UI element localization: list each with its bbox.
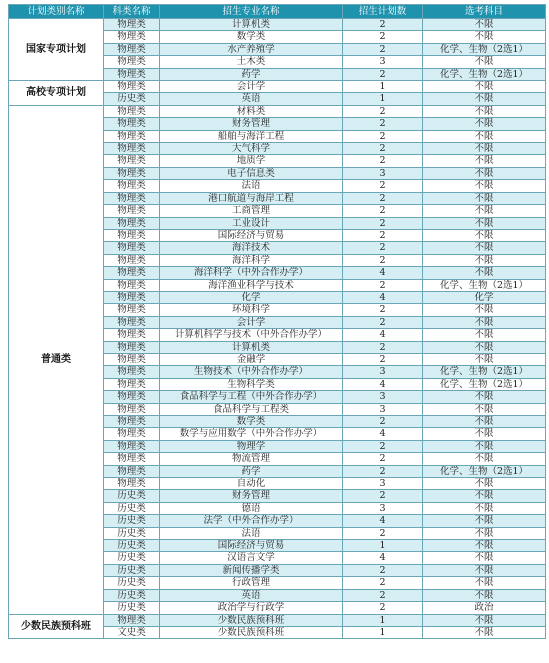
subject-type-cell: 历史类 bbox=[104, 564, 160, 576]
elective-subjects-cell: 不限 bbox=[423, 502, 546, 514]
plan-count-cell: 2 bbox=[343, 180, 423, 192]
elective-subjects-cell: 不限 bbox=[423, 626, 546, 638]
plan-count-cell: 4 bbox=[343, 329, 423, 341]
subject-type-cell: 物理类 bbox=[104, 31, 160, 43]
elective-subjects-cell: 不限 bbox=[423, 589, 546, 601]
elective-subjects-cell: 不限 bbox=[423, 56, 546, 68]
plan-count-cell: 1 bbox=[343, 81, 423, 93]
subject-type-cell: 物理类 bbox=[104, 267, 160, 279]
plan-count-cell: 2 bbox=[343, 490, 423, 502]
elective-subjects-cell: 不限 bbox=[423, 81, 546, 93]
elective-subjects-cell: 不限 bbox=[423, 515, 546, 527]
major-name-cell: 食品科学与工程类 bbox=[160, 403, 343, 415]
plan-category-cell: 高校专项计划 bbox=[9, 81, 104, 106]
major-name-cell: 自动化 bbox=[160, 478, 343, 490]
subject-type-cell: 物理类 bbox=[104, 428, 160, 440]
elective-subjects-cell: 不限 bbox=[423, 254, 546, 266]
table-row bbox=[9, 81, 546, 93]
plan-count-cell: 1 bbox=[343, 626, 423, 638]
plan-count-cell: 2 bbox=[343, 68, 423, 80]
plan-count-cell: 1 bbox=[343, 540, 423, 552]
subject-type-cell: 物理类 bbox=[104, 316, 160, 328]
plan-count-cell: 2 bbox=[343, 527, 423, 539]
major-name-cell: 海洋科学（中外合作办学） bbox=[160, 267, 343, 279]
major-name-cell: 法学（中外合作办学） bbox=[160, 515, 343, 527]
elective-subjects-cell: 不限 bbox=[423, 31, 546, 43]
subject-type-cell: 历史类 bbox=[104, 502, 160, 514]
elective-subjects-cell: 不限 bbox=[423, 403, 546, 415]
major-name-cell: 海洋科学 bbox=[160, 254, 343, 266]
major-name-cell: 数学与应用数学（中外合作办学） bbox=[160, 428, 343, 440]
plan-count-cell: 3 bbox=[343, 478, 423, 490]
plan-count-cell: 4 bbox=[343, 552, 423, 564]
elective-subjects-cell: 不限 bbox=[423, 428, 546, 440]
plan-category-cell: 国家专项计划 bbox=[9, 19, 104, 81]
elective-subjects-cell: 不限 bbox=[423, 527, 546, 539]
major-name-cell: 法语 bbox=[160, 527, 343, 539]
elective-subjects-cell: 不限 bbox=[423, 143, 546, 155]
major-name-cell: 汉语言文学 bbox=[160, 552, 343, 564]
plan-count-cell: 3 bbox=[343, 502, 423, 514]
elective-subjects-cell: 不限 bbox=[423, 267, 546, 279]
elective-subjects-cell: 化学、生物（2选1） bbox=[423, 465, 546, 477]
elective-subjects-cell: 政治 bbox=[423, 602, 546, 614]
elective-subjects-cell: 化学 bbox=[423, 291, 546, 303]
plan-count-cell: 2 bbox=[343, 316, 423, 328]
major-name-cell: 金融学 bbox=[160, 353, 343, 365]
elective-subjects-cell: 不限 bbox=[423, 242, 546, 254]
subject-type-cell: 物理类 bbox=[104, 205, 160, 217]
header-subject-type: 科类名称 bbox=[104, 5, 160, 19]
elective-subjects-cell: 不限 bbox=[423, 552, 546, 564]
major-name-cell: 计算机类 bbox=[160, 19, 343, 31]
elective-subjects-cell: 不限 bbox=[423, 391, 546, 403]
major-name-cell: 食品科学与工程（中外合作办学） bbox=[160, 391, 343, 403]
subject-type-cell: 物理类 bbox=[104, 56, 160, 68]
elective-subjects-cell: 不限 bbox=[423, 229, 546, 241]
subject-type-cell: 物理类 bbox=[104, 366, 160, 378]
subject-type-cell: 物理类 bbox=[104, 192, 160, 204]
subject-type-cell: 物理类 bbox=[104, 279, 160, 291]
major-name-cell: 物流管理 bbox=[160, 453, 343, 465]
plan-count-cell: 4 bbox=[343, 291, 423, 303]
elective-subjects-cell: 不限 bbox=[423, 180, 546, 192]
major-name-cell: 港口航道与海岸工程 bbox=[160, 192, 343, 204]
subject-type-cell: 物理类 bbox=[104, 416, 160, 428]
plan-count-cell: 2 bbox=[343, 440, 423, 452]
major-name-cell: 财务管理 bbox=[160, 118, 343, 130]
plan-count-cell: 2 bbox=[343, 229, 423, 241]
elective-subjects-cell: 不限 bbox=[423, 540, 546, 552]
major-name-cell: 海洋技术 bbox=[160, 242, 343, 254]
plan-count-cell: 2 bbox=[343, 105, 423, 117]
elective-subjects-cell: 不限 bbox=[423, 130, 546, 142]
plan-count-cell: 2 bbox=[343, 43, 423, 55]
subject-type-cell: 物理类 bbox=[104, 478, 160, 490]
major-name-cell: 数学类 bbox=[160, 416, 343, 428]
major-name-cell: 英语 bbox=[160, 93, 343, 105]
subject-type-cell: 物理类 bbox=[104, 105, 160, 117]
major-name-cell: 船舶与海洋工程 bbox=[160, 130, 343, 142]
subject-type-cell: 物理类 bbox=[104, 143, 160, 155]
plan-count-cell: 3 bbox=[343, 391, 423, 403]
elective-subjects-cell: 不限 bbox=[423, 416, 546, 428]
subject-type-cell: 物理类 bbox=[104, 403, 160, 415]
elective-subjects-cell: 不限 bbox=[423, 155, 546, 167]
elective-subjects-cell: 不限 bbox=[423, 105, 546, 117]
elective-subjects-cell: 不限 bbox=[423, 167, 546, 179]
elective-subjects-cell: 不限 bbox=[423, 217, 546, 229]
plan-count-cell: 2 bbox=[343, 205, 423, 217]
subject-type-cell: 物理类 bbox=[104, 304, 160, 316]
elective-subjects-cell: 不限 bbox=[423, 118, 546, 130]
plan-count-cell: 2 bbox=[343, 279, 423, 291]
plan-count-cell: 2 bbox=[343, 602, 423, 614]
plan-count-cell: 4 bbox=[343, 267, 423, 279]
plan-count-cell: 1 bbox=[343, 614, 423, 626]
major-name-cell: 国际经济与贸易 bbox=[160, 229, 343, 241]
plan-count-cell: 3 bbox=[343, 403, 423, 415]
elective-subjects-cell: 化学、生物（2选1） bbox=[423, 68, 546, 80]
subject-type-cell: 历史类 bbox=[104, 540, 160, 552]
subject-type-cell: 物理类 bbox=[104, 440, 160, 452]
major-name-cell: 国际经济与贸易 bbox=[160, 540, 343, 552]
major-name-cell: 工商管理 bbox=[160, 205, 343, 217]
plan-count-cell: 2 bbox=[343, 353, 423, 365]
elective-subjects-cell: 不限 bbox=[423, 353, 546, 365]
plan-count-cell: 2 bbox=[343, 118, 423, 130]
subject-type-cell: 物理类 bbox=[104, 453, 160, 465]
header-elective-subjects: 选考科目 bbox=[423, 5, 546, 19]
subject-type-cell: 物理类 bbox=[104, 43, 160, 55]
major-name-cell: 计算机科学与技术（中外合作办学） bbox=[160, 329, 343, 341]
major-name-cell: 材料类 bbox=[160, 105, 343, 117]
plan-count-cell: 2 bbox=[343, 341, 423, 353]
major-name-cell: 财务管理 bbox=[160, 490, 343, 502]
subject-type-cell: 物理类 bbox=[104, 68, 160, 80]
plan-count-cell: 2 bbox=[343, 130, 423, 142]
elective-subjects-cell: 不限 bbox=[423, 490, 546, 502]
plan-count-cell: 1 bbox=[343, 93, 423, 105]
elective-subjects-cell: 不限 bbox=[423, 93, 546, 105]
major-name-cell: 行政管理 bbox=[160, 577, 343, 589]
table-body bbox=[9, 19, 546, 639]
subject-type-cell: 物理类 bbox=[104, 130, 160, 142]
major-name-cell: 化学 bbox=[160, 291, 343, 303]
major-name-cell: 会计学 bbox=[160, 81, 343, 93]
elective-subjects-cell: 化学、生物（2选1） bbox=[423, 43, 546, 55]
admission-plan-table bbox=[8, 4, 546, 639]
subject-type-cell: 物理类 bbox=[104, 180, 160, 192]
elective-subjects-cell: 不限 bbox=[423, 440, 546, 452]
header-plan-count: 招生计划数 bbox=[343, 5, 423, 19]
major-name-cell: 药学 bbox=[160, 465, 343, 477]
plan-category-cell: 少数民族预科班 bbox=[9, 614, 104, 639]
major-name-cell: 大气科学 bbox=[160, 143, 343, 155]
plan-count-cell: 2 bbox=[343, 465, 423, 477]
plan-count-cell: 2 bbox=[343, 254, 423, 266]
subject-type-cell: 物理类 bbox=[104, 254, 160, 266]
plan-count-cell: 3 bbox=[343, 56, 423, 68]
subject-type-cell: 物理类 bbox=[104, 19, 160, 31]
subject-type-cell: 历史类 bbox=[104, 577, 160, 589]
plan-count-cell: 2 bbox=[343, 19, 423, 31]
subject-type-cell: 历史类 bbox=[104, 527, 160, 539]
plan-count-cell: 2 bbox=[343, 416, 423, 428]
plan-count-cell: 3 bbox=[343, 366, 423, 378]
elective-subjects-cell: 不限 bbox=[423, 478, 546, 490]
plan-count-cell: 2 bbox=[343, 564, 423, 576]
table-row bbox=[9, 614, 546, 626]
elective-subjects-cell: 不限 bbox=[423, 205, 546, 217]
plan-count-cell: 2 bbox=[343, 577, 423, 589]
table-header-row bbox=[9, 5, 546, 19]
major-name-cell: 英语 bbox=[160, 589, 343, 601]
subject-type-cell: 物理类 bbox=[104, 391, 160, 403]
major-name-cell: 电子信息类 bbox=[160, 167, 343, 179]
header-plan-category: 计划类别名称 bbox=[9, 5, 104, 19]
elective-subjects-cell: 不限 bbox=[423, 19, 546, 31]
elective-subjects-cell: 不限 bbox=[423, 614, 546, 626]
major-name-cell: 德语 bbox=[160, 502, 343, 514]
plan-count-cell: 2 bbox=[343, 304, 423, 316]
elective-subjects-cell: 不限 bbox=[423, 192, 546, 204]
elective-subjects-cell: 化学、生物（2选1） bbox=[423, 279, 546, 291]
plan-count-cell: 2 bbox=[343, 192, 423, 204]
elective-subjects-cell: 不限 bbox=[423, 341, 546, 353]
major-name-cell: 计算机类 bbox=[160, 341, 343, 353]
table-row bbox=[9, 19, 546, 31]
subject-type-cell: 物理类 bbox=[104, 465, 160, 477]
subject-type-cell: 物理类 bbox=[104, 81, 160, 93]
plan-count-cell: 2 bbox=[343, 31, 423, 43]
subject-type-cell: 物理类 bbox=[104, 341, 160, 353]
subject-type-cell: 历史类 bbox=[104, 515, 160, 527]
subject-type-cell: 物理类 bbox=[104, 155, 160, 167]
major-name-cell: 少数民族预科班 bbox=[160, 614, 343, 626]
elective-subjects-cell: 化学、生物（2选1） bbox=[423, 366, 546, 378]
plan-category-cell: 普通类 bbox=[9, 105, 104, 614]
plan-count-cell: 2 bbox=[343, 589, 423, 601]
elective-subjects-cell: 不限 bbox=[423, 304, 546, 316]
major-name-cell: 生物技术（中外合作办学） bbox=[160, 366, 343, 378]
major-name-cell: 生物科学类 bbox=[160, 378, 343, 390]
major-name-cell: 政治学与行政学 bbox=[160, 602, 343, 614]
subject-type-cell: 文史类 bbox=[104, 626, 160, 638]
elective-subjects-cell: 不限 bbox=[423, 453, 546, 465]
major-name-cell: 水产养殖学 bbox=[160, 43, 343, 55]
major-name-cell: 工业设计 bbox=[160, 217, 343, 229]
subject-type-cell: 历史类 bbox=[104, 552, 160, 564]
plan-count-cell: 4 bbox=[343, 378, 423, 390]
major-name-cell: 少数民族预科班 bbox=[160, 626, 343, 638]
subject-type-cell: 历史类 bbox=[104, 93, 160, 105]
plan-count-cell: 2 bbox=[343, 242, 423, 254]
subject-type-cell: 物理类 bbox=[104, 217, 160, 229]
subject-type-cell: 物理类 bbox=[104, 118, 160, 130]
plan-count-cell: 4 bbox=[343, 428, 423, 440]
elective-subjects-cell: 不限 bbox=[423, 564, 546, 576]
major-name-cell: 海洋渔业科学与技术 bbox=[160, 279, 343, 291]
subject-type-cell: 物理类 bbox=[104, 614, 160, 626]
major-name-cell: 法语 bbox=[160, 180, 343, 192]
table-row bbox=[9, 105, 546, 117]
subject-type-cell: 历史类 bbox=[104, 490, 160, 502]
plan-count-cell: 2 bbox=[343, 217, 423, 229]
subject-type-cell: 物理类 bbox=[104, 329, 160, 341]
plan-count-cell: 4 bbox=[343, 515, 423, 527]
plan-count-cell: 2 bbox=[343, 453, 423, 465]
elective-subjects-cell: 不限 bbox=[423, 329, 546, 341]
subject-type-cell: 物理类 bbox=[104, 229, 160, 241]
major-name-cell: 土木类 bbox=[160, 56, 343, 68]
subject-type-cell: 物理类 bbox=[104, 167, 160, 179]
elective-subjects-cell: 不限 bbox=[423, 316, 546, 328]
admission-plan-table-container bbox=[8, 4, 545, 639]
major-name-cell: 数学类 bbox=[160, 31, 343, 43]
elective-subjects-cell: 化学、生物（2选1） bbox=[423, 378, 546, 390]
major-name-cell: 药学 bbox=[160, 68, 343, 80]
subject-type-cell: 物理类 bbox=[104, 353, 160, 365]
elective-subjects-cell: 不限 bbox=[423, 577, 546, 589]
major-name-cell: 会计学 bbox=[160, 316, 343, 328]
major-name-cell: 环境科学 bbox=[160, 304, 343, 316]
plan-count-cell: 3 bbox=[343, 167, 423, 179]
subject-type-cell: 物理类 bbox=[104, 291, 160, 303]
subject-type-cell: 物理类 bbox=[104, 378, 160, 390]
plan-count-cell: 2 bbox=[343, 155, 423, 167]
plan-count-cell: 2 bbox=[343, 143, 423, 155]
subject-type-cell: 历史类 bbox=[104, 589, 160, 601]
major-name-cell: 物理学 bbox=[160, 440, 343, 452]
major-name-cell: 地质学 bbox=[160, 155, 343, 167]
header-major-name: 招生专业名称 bbox=[160, 5, 343, 19]
subject-type-cell: 历史类 bbox=[104, 602, 160, 614]
major-name-cell: 新闻传播学类 bbox=[160, 564, 343, 576]
subject-type-cell: 物理类 bbox=[104, 242, 160, 254]
